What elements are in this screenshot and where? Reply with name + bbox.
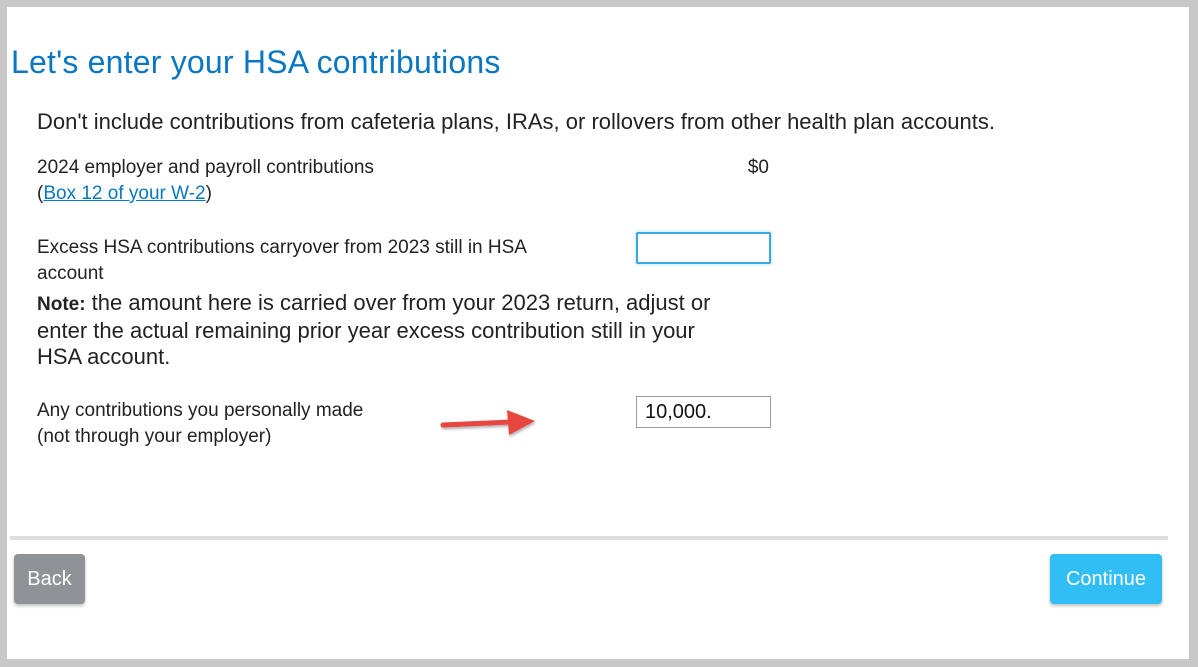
intro-text: Don't include contributions from cafeteria plans, IRAs, or rollovers from other health plan accounts.	[37, 109, 995, 134]
employer-contributions-value: $0	[747, 157, 769, 178]
paren-open: (	[37, 183, 44, 204]
box12-w2-link[interactable]: Box 12 of your W-2	[43, 183, 206, 204]
footer-divider	[10, 536, 1168, 540]
excess-carryover-label: Excess HSA contributions carryover from 2023 still in HSA account	[37, 237, 526, 284]
carryover-note	[37, 290, 717, 370]
back-button[interactable]: Back	[14, 554, 85, 604]
paren-close: )	[205, 183, 212, 204]
red-arrow-icon	[437, 407, 537, 441]
hsa-contributions-panel	[7, 7, 1189, 659]
employer-contributions-text: 2024 employer and payroll contributions	[37, 157, 374, 178]
note-text: the amount here is carried over from your 2023 return, adjust or enter the actual remaining prior year excess contribution still in your HSA account.	[37, 290, 711, 369]
excess-carryover-input[interactable]	[636, 232, 771, 264]
personal-contributions-line2: (not through your employer)	[37, 426, 272, 447]
page-title: Let's enter your HSA contributions	[11, 44, 501, 80]
continue-button[interactable]: Continue	[1050, 554, 1162, 604]
personal-contributions-line1: Any contributions you personally made	[37, 400, 364, 421]
note-label: Note:	[37, 294, 86, 315]
personal-contributions-input[interactable]	[636, 396, 771, 428]
employer-contributions-label	[37, 155, 597, 207]
